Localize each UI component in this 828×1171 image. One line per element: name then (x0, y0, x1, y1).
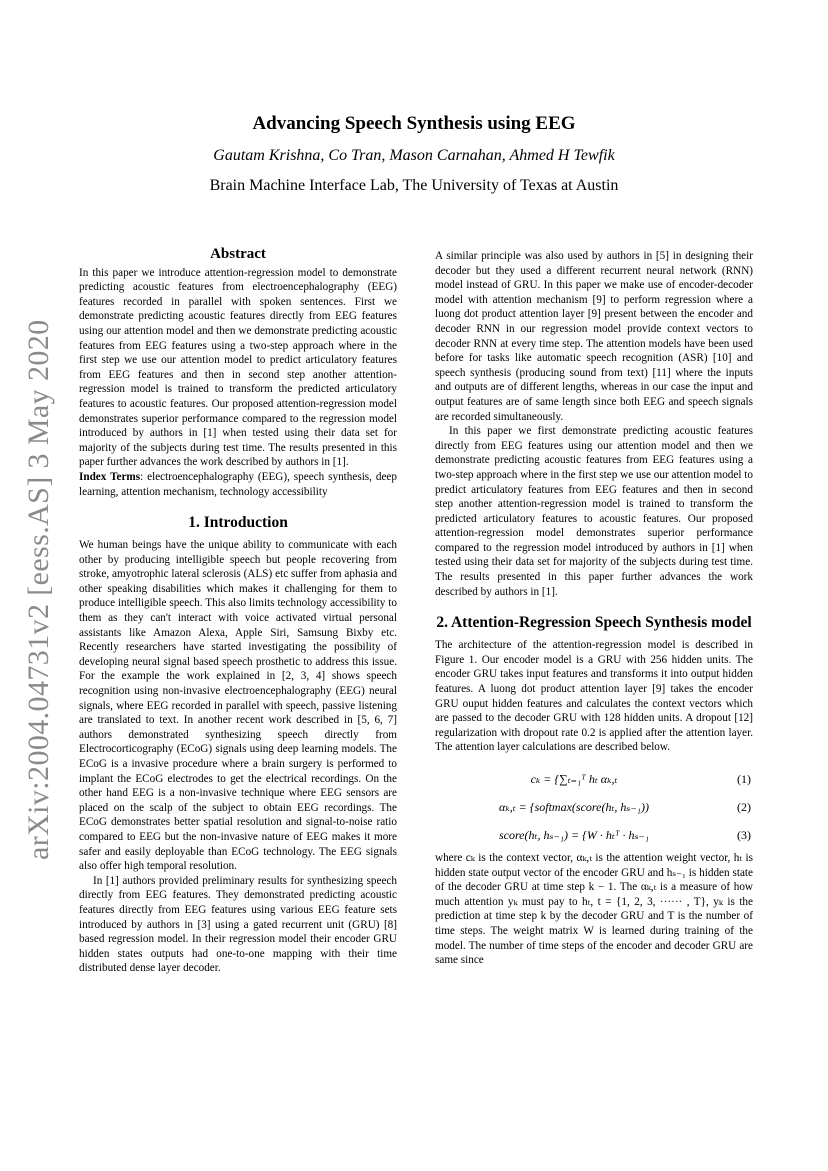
index-terms (79, 470, 397, 499)
equation-3-number: (3) (737, 828, 751, 842)
index-terms-text: : electroencephalography (EEG), speech synthesis, deep learning, attention mechanism, technology accessibility (79, 470, 397, 498)
left-column (79, 247, 397, 976)
paper-title: Advancing Speech Synthesis using EEG (252, 113, 576, 134)
section-heading-attention-regression: 2. Attention-Regression Speech Synthesis model (436, 614, 752, 632)
section2-paragraph-1: The architecture of the attention-regression model is described in Figure 1. Our encoder model is a GRU with 256 hidden units. The encoder GRU takes input features and transforms it into output hidden features. A luong dot product attention layer [9] takes the encoder GRU ouput hidden features and calculates the context vectors which are passed to the decoder GRU with 128 hidden units. A dropout [12] regularization with dropout rate 0.2 is applied after the attention layer. The attention layer calculations are described below. (435, 639, 753, 754)
intro-paragraph-4: In this paper we first demonstrate predicting acoustic features directly from EEG features using our attention model and then we demonstrate predicting acoustic features from EEG features using a two-step approach where in the first step we use our attention model to predict articulatory features from EEG features and then in second step another attention-regression model is trained to transform the predicted articulatory features to acoustic features. Our proposed attention-regression model demonstrates superior performance compared to the regression model introduced by authors in [1] when tested using their data set for majority of the subjects during test time. The results presented in this paper further advances the work described by authors in [1]. (435, 425, 753, 598)
equation-2-body: αₖ,ₜ = {softmax(score(hₜ, hₛ₋₁)) (499, 800, 649, 814)
equation-2-number: (2) (737, 800, 751, 814)
equation-1 (435, 767, 753, 795)
section2-paragraph-2: where cₖ is the context vector, αₖ,ₜ is the attention weight vector, hₜ is hidden state output vector of the encoder GRU and hₛ₋₁ is hidden state of the decoder GRU at time step k − 1. The αₖ,ₜ is a measure of how much attention yₖ must pay to hₜ, t = {1, 2, 3, ······ , T}, yₖ is the prediction at time step k by the decoder GRU and T is the number of time steps. The weight matrix W is learned during training of the model. The number of time steps of the encoder and decoder GRU are same since (435, 852, 753, 967)
index-terms-label: Index Terms (79, 470, 141, 483)
equation-2 (435, 795, 753, 823)
section-heading-introduction: 1. Introduction (188, 514, 288, 532)
author-list: Gautam Krishna, Co Tran, Mason Carnahan, Ahmed H Tewfik (213, 147, 615, 164)
intro-paragraph-2: In [1] authors provided preliminary results for synthesizing speech directly from EEG features. They demonstrated predicting acoustic features directly from EEG features using various EEG feature sets introduced by authors in [3] using a gated recurrent unit (GRU) [8] based regression model. In their regression model their encoder GRU hidden states outputs had one-to-one mapping with their time distributed dense layer decoder. (79, 874, 397, 975)
right-column (435, 249, 753, 968)
arxiv-identifier-stamp: arXiv:2004.04731v2 [eess.AS] 3 May 2020 (22, 319, 55, 860)
equation-3 (435, 823, 753, 851)
abstract-text: In this paper we introduce attention-regression model to demonstrate predicting acoustic features from electroencephalography (EEG) features recorded in parallel with spoken sentences. First we demonstrate predicting acoustic features directly from EEG features using our attention model and then we demonstrate predicting acoustic features from EEG features using a two-step approach where in the first step we use our attention model to predict articulatory features from EEG features and then in second step another attention-regression model is trained to transform the predicted articulatory features to acoustic features. Our proposed attention-regression model demonstrates superior performance compared to the regression model introduced by authors in [1] when tested using their data set for majority of the subjects during test time. The results presented in this paper further advances the work described by authors in [1]. (79, 266, 397, 469)
equation-3-body: score(hₜ, hₛ₋₁) = {W · hₜᵀ · hₛ₋₁ (498, 828, 650, 842)
abstract-heading: Abstract (210, 246, 266, 262)
title-block (0, 113, 828, 195)
equation-1-number: (1) (737, 772, 751, 786)
equation-1-body: cₖ = {∑ₜ₌₁ᵀ hₜ αₖ,ₜ (530, 772, 618, 786)
affiliation: Brain Machine Interface Lab, The University of Texas at Austin (209, 177, 619, 194)
intro-paragraph-3: A similar principle was also used by authors in [5] in designing their decoder but they used a different recurrent neural network (RNN) model instead of GRU. In this paper we make use of encoder-decoder model with attention mechanism [9] to perform regression where a luong dot product attention layer [9] present between the encoder and decoder RNN in our regression model provide context vectors to decoder RNN at every time step. The attention models have been used before for tasks like automatic speech recognition (ASR) [10] and speech synthesis (producing sound from text) [11] where the inputs and outputs are of different lengths, whereas in our case the input and output features are of same length since both EEG and speech signals are recorded simultaneously. (435, 250, 753, 423)
intro-paragraph-1: We human beings have the unique ability to communicate with each other by producing intelligible speech but people recovering from stroke, amyotrophic lateral sclerosis (ALS) etc suffer from aphasia and other speaking disabilities which makes it challenging for them to produce intelligible speech. This also limits technology accessibility to them as they can't interact with voice activated virtual personal assistants like Amazon Alexa, Apple Siri, Samsung Bixby etc. Recently researchers have started investigating the possibility of developing neural signal based speech prosthetic to address this issue. For the example the work explained in [2, 3, 4] shows speech recognition using non-invasive electroencephalography (EEG) neural signals, where EEG recorded in parallel with speech, passive listening are translated to text. In another recent work described in [5, 6, 7] authors demonstrated synthesizing speech directly from Electrocorticography (ECoG) signals using deep learning models. The ECoG is a invasive procedure where a brain surgery is performed to implant the ECoG electrodes to get the electrical recordings. On the other hand EEG is a non-invasive technique where EEG sensors are placed on the scalp of the subject to obtain EEG recordings. The ECoG demonstrates better spatial resolution and signal-to-noise ratio compared to EEG but the non-invasive nature of EEG makes it more safer and easily deployable than ECoG technology. The EEG signals also offer high temporal resolution. (79, 539, 397, 873)
